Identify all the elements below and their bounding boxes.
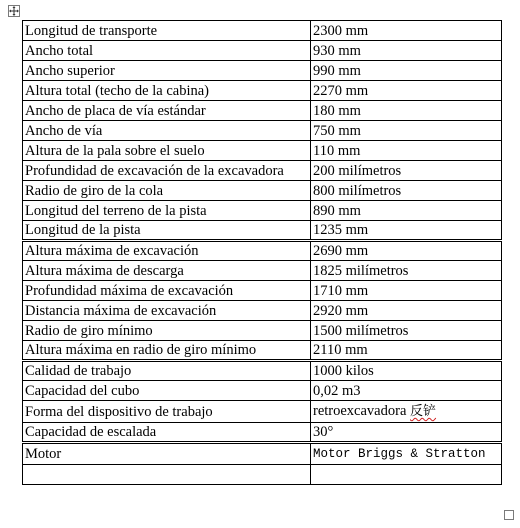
row-label[interactable]: Ancho de placa de vía estándar xyxy=(23,101,311,121)
row-value[interactable]: 990 mm xyxy=(311,61,502,81)
row-value[interactable] xyxy=(311,401,502,423)
table-row xyxy=(23,81,502,101)
table-row xyxy=(23,423,502,443)
row-value[interactable]: 30° xyxy=(311,423,502,443)
table-row xyxy=(23,101,502,121)
row-label[interactable]: Altura total (techo de la cabina) xyxy=(23,81,311,101)
row-value[interactable]: 0,02 m3 xyxy=(311,381,502,401)
row-value[interactable]: 200 milímetros xyxy=(311,161,502,181)
table-row xyxy=(23,401,502,423)
table-row xyxy=(23,61,502,81)
row-label[interactable]: Altura de la pala sobre el suelo xyxy=(23,141,311,161)
row-value[interactable]: 180 mm xyxy=(311,101,502,121)
row-label[interactable]: Ancho superior xyxy=(23,61,311,81)
row-value[interactable]: 1825 milímetros xyxy=(311,261,502,281)
row-value[interactable]: 1000 kilos xyxy=(311,361,502,381)
row-label[interactable] xyxy=(23,465,311,485)
table-move-handle[interactable] xyxy=(8,5,20,17)
table-row xyxy=(23,41,502,61)
table-row xyxy=(23,443,502,465)
row-label[interactable]: Ancho total xyxy=(23,41,311,61)
table-row xyxy=(23,181,502,201)
row-label[interactable]: Altura máxima de excavación xyxy=(23,241,311,261)
table-resize-handle[interactable] xyxy=(504,510,514,520)
table-row xyxy=(23,381,502,401)
row-label[interactable]: Radio de giro mínimo xyxy=(23,321,311,341)
table-row xyxy=(23,261,502,281)
table-row xyxy=(23,301,502,321)
row-label[interactable]: Longitud del terreno de la pista xyxy=(23,201,311,221)
row-label[interactable]: Distancia máxima de excavación xyxy=(23,301,311,321)
row-value[interactable]: 1235 mm xyxy=(311,221,502,241)
row-label[interactable]: Radio de giro de la cola xyxy=(23,181,311,201)
row-label[interactable]: Altura máxima de descarga xyxy=(23,261,311,281)
row-value[interactable]: 2690 mm xyxy=(311,241,502,261)
row-label[interactable]: Longitud de transporte xyxy=(23,21,311,41)
row-value[interactable] xyxy=(311,465,502,485)
row-value[interactable]: 890 mm xyxy=(311,201,502,221)
row-value[interactable]: Motor Briggs & Stratton xyxy=(311,443,502,465)
row-value-cjk: 反铲 xyxy=(410,404,437,419)
row-value-text: retroexcavadora xyxy=(313,403,411,419)
row-value[interactable]: 110 mm xyxy=(311,141,502,161)
row-value[interactable]: 1500 milímetros xyxy=(311,321,502,341)
row-value[interactable]: 800 milímetros xyxy=(311,181,502,201)
row-label[interactable]: Capacidad de escalada xyxy=(23,423,311,443)
row-label[interactable]: Forma del dispositivo de trabajo xyxy=(23,401,311,423)
specifications-table xyxy=(22,20,502,485)
table-row xyxy=(23,341,502,361)
table-row xyxy=(23,241,502,261)
table-row xyxy=(23,321,502,341)
table-row xyxy=(23,161,502,181)
row-label[interactable]: Calidad de trabajo xyxy=(23,361,311,381)
row-label[interactable]: Altura máxima en radio de giro mínimo xyxy=(23,341,311,361)
row-value[interactable]: 2110 mm xyxy=(311,341,502,361)
row-value[interactable]: 2920 mm xyxy=(311,301,502,321)
table-row xyxy=(23,121,502,141)
row-label[interactable]: Profundidad de excavación de la excavadora xyxy=(23,161,311,181)
row-label[interactable]: Ancho de vía xyxy=(23,121,311,141)
table-row xyxy=(23,361,502,381)
table-row xyxy=(23,141,502,161)
row-label[interactable]: Capacidad del cubo xyxy=(23,381,311,401)
table-row xyxy=(23,281,502,301)
table-row xyxy=(23,221,502,241)
row-value[interactable]: 750 mm xyxy=(311,121,502,141)
row-label[interactable]: Profundidad máxima de excavación xyxy=(23,281,311,301)
row-label[interactable]: Motor xyxy=(23,443,311,465)
row-value[interactable]: 1710 mm xyxy=(311,281,502,301)
table-row xyxy=(23,201,502,221)
row-value[interactable]: 2300 mm xyxy=(311,21,502,41)
table-row xyxy=(23,21,502,41)
move-arrows-icon xyxy=(9,6,19,16)
row-value[interactable]: 2270 mm xyxy=(311,81,502,101)
row-label[interactable]: Longitud de la pista xyxy=(23,221,311,241)
table-row xyxy=(23,465,502,485)
row-value[interactable]: 930 mm xyxy=(311,41,502,61)
